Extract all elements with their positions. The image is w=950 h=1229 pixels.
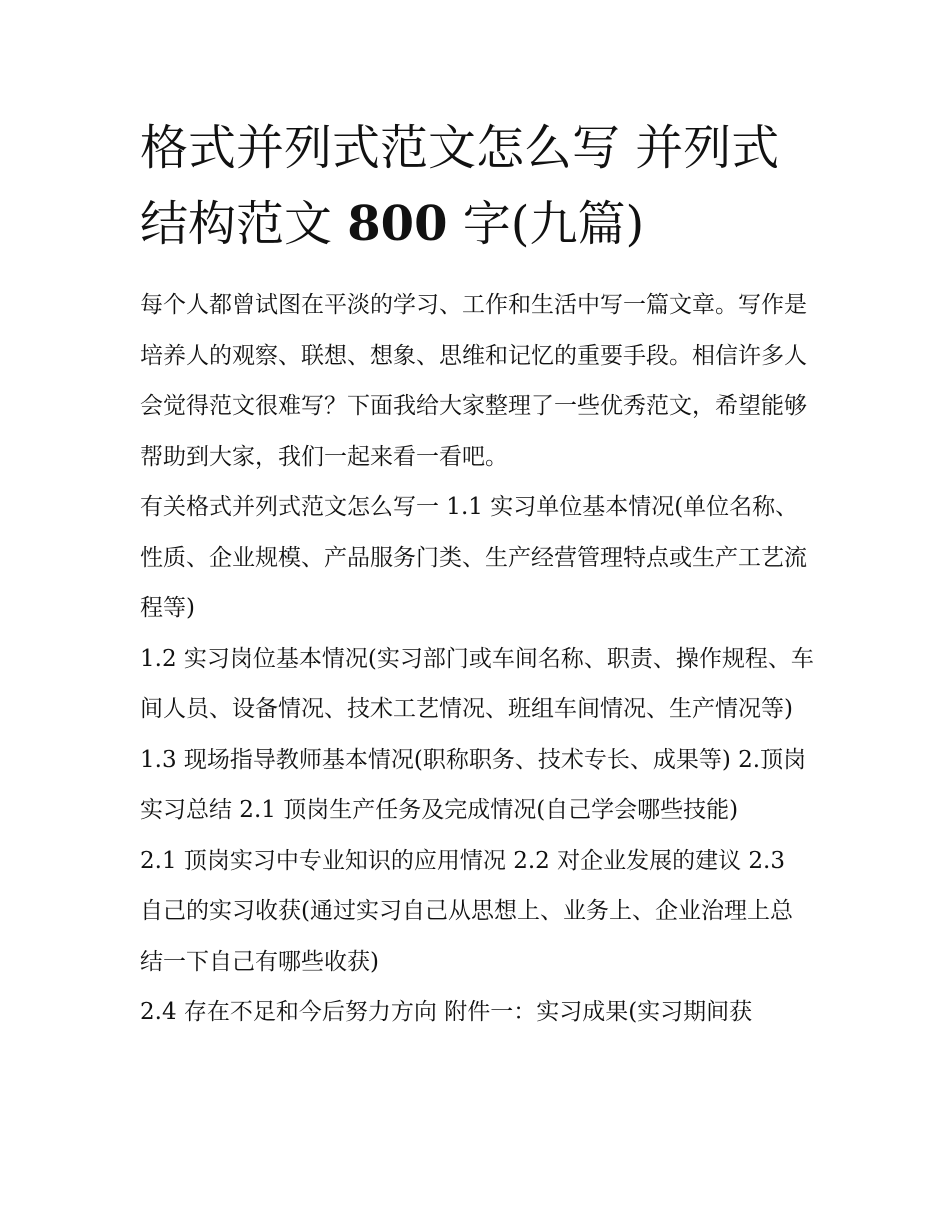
- title-text-part2: 字(九篇): [462, 196, 645, 252]
- body-paragraph: 1.3 现场指导教师基本情况(职称职务、技术专长、成果等) 2.顶岗实习总结 2.1 顶岗生产任务及完成情况(自己学会哪些技能): [140, 746, 807, 823]
- title-text-part1: 格式并列式范文怎么写 并列式结构范文: [140, 120, 780, 252]
- body-paragraph: 2.4 存在不足和今后努力方向 附件一：实习成果(实习期间获: [140, 999, 753, 1025]
- body-paragraph: 1.2 实习岗位基本情况(实习部门或车间名称、职责、操作规程、车间人员、设备情况、技术工艺情况、班组车间情况、生产情况等): [140, 645, 814, 722]
- intro-paragraph: 每个人都曾试图在平淡的学习、工作和生活中写一篇文章。写作是培养人的观察、联想、想象、思维和记忆的重要手段。相信许多人会觉得范文很难写？下面我给大家整理了一些优秀范文，希望能够帮助到大家，我们一起来看一看吧。: [140, 292, 807, 470]
- title-word-count: 800: [347, 196, 448, 252]
- body-paragraph: 2.1 顶岗实习中专业知识的应用情况 2.2 对企业发展的建议 2.3 自己的实习收获(通过实习自己从思想上、业务上、企业治理上总结一下自己有哪些收获): [140, 847, 793, 975]
- body-paragraph: 有关格式并列式范文怎么写一 1.1 实习单位基本情况(单位名称、性质、企业规模、产品服务门类、生产经营管理特点或生产工艺流程等): [140, 494, 807, 621]
- document-title: [140, 110, 815, 262]
- document-page: [140, 110, 815, 1038]
